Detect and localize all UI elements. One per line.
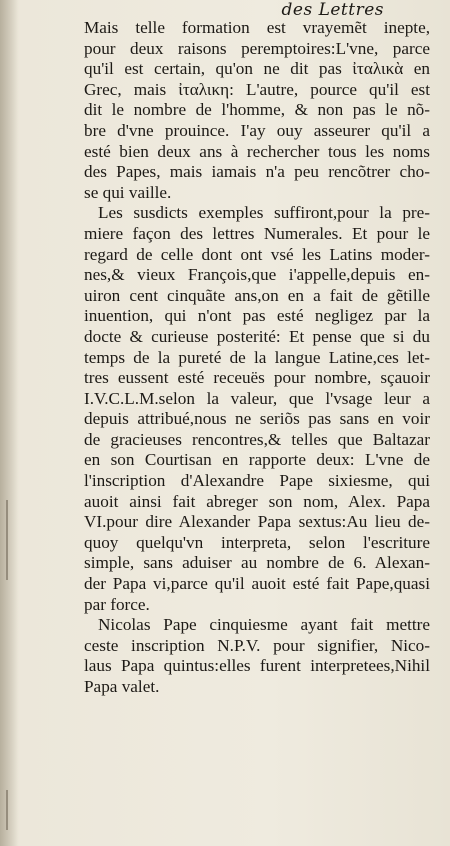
text-line: laus Papa quintus:elles furent interpretees,Nihil xyxy=(84,656,430,676)
text-line: temps de la pureté de la langue Latine,ces let- xyxy=(84,347,430,367)
text-line: docte & curieuse posterité: Et pense que si du xyxy=(84,326,430,346)
text-line: par force. xyxy=(84,594,150,614)
text-line: VI.pour dire Alexander Papa sextus:Au lieu de- xyxy=(84,512,430,532)
text-line: nes,& vieux François,que i'appelle,depuis en- xyxy=(84,265,430,285)
text-line: en son Courtisan en rapporte deux: L'vne de xyxy=(84,450,430,470)
text-line: qu'il est certain, qu'on ne dit pas ἰταλικὰ en xyxy=(84,59,430,79)
text-line: bre d'vne prouince. I'ay ouy asseurer qu'il a xyxy=(84,120,430,140)
text-line: I.V.C.L.M.selon la valeur, que l'vsage leur a xyxy=(84,388,430,408)
text-line: des Papes, mais iamais n'a peu rencõtrer cho- xyxy=(84,162,430,182)
text-line: esté bien deux ans à rechercher tous les noms xyxy=(84,141,430,161)
text-line: der Papa vi,parce qu'il auoit esté fait Pape,quasi xyxy=(84,574,430,594)
text-line: l'inscription d'Alexandre Pape sixiesme, qui xyxy=(84,471,430,491)
text-line: pour deux raisons peremptoires:L'vne, parce xyxy=(84,38,430,58)
margin-mark xyxy=(6,500,8,580)
text-line: quoy quelqu'vn interpreta, selon l'escriture xyxy=(84,532,430,552)
text-line: ceste inscription N.P.V. pour signifier, Nico- xyxy=(84,635,430,655)
text-line: regard de celle dont ont vsé les Latins moder- xyxy=(84,244,430,264)
text-line: Nicolas Pape cinquiesme ayant fait mettre xyxy=(98,615,430,635)
running-head: des Lettres xyxy=(281,0,384,20)
text-line: uiron cent cinquãte ans,on en a fait de gẽtille xyxy=(84,285,430,305)
text-line: miere façon des lettres Numerales. Et pour le xyxy=(84,223,430,243)
body-text xyxy=(84,18,430,698)
margin-mark xyxy=(6,790,8,830)
page-gutter-shadow xyxy=(0,0,18,846)
text-line: Grec, mais ἰταλικη: L'autre, pource qu'il est xyxy=(84,79,430,99)
text-line: Papa valet. xyxy=(84,677,160,696)
text-line: se qui vaille. xyxy=(84,182,172,202)
text-line: tres eussent esté receuës pour nombre, sçauoir xyxy=(84,368,430,388)
text-line: de gracieuses rencontres,& telles que Baltazar xyxy=(84,429,430,449)
text-line: simple, sans aduiser au nombre de 6. Alexan- xyxy=(84,553,430,573)
text-line: Mais telle formation est vrayemẽt inepte, xyxy=(84,18,430,37)
text-line: inuention, qui n'ont pas esté negligez par la xyxy=(84,306,430,326)
text-line: depuis attribué,nous ne seriõs pas sans en voir xyxy=(84,409,430,429)
text-line: auoit ainsi fait abreger son nom, Alex. Papa xyxy=(84,491,430,511)
text-line: Les susdicts exemples suffiront,pour la pre- xyxy=(98,203,430,223)
text-line: dit le nombre de l'homme, & non pas le nõ- xyxy=(84,100,430,120)
